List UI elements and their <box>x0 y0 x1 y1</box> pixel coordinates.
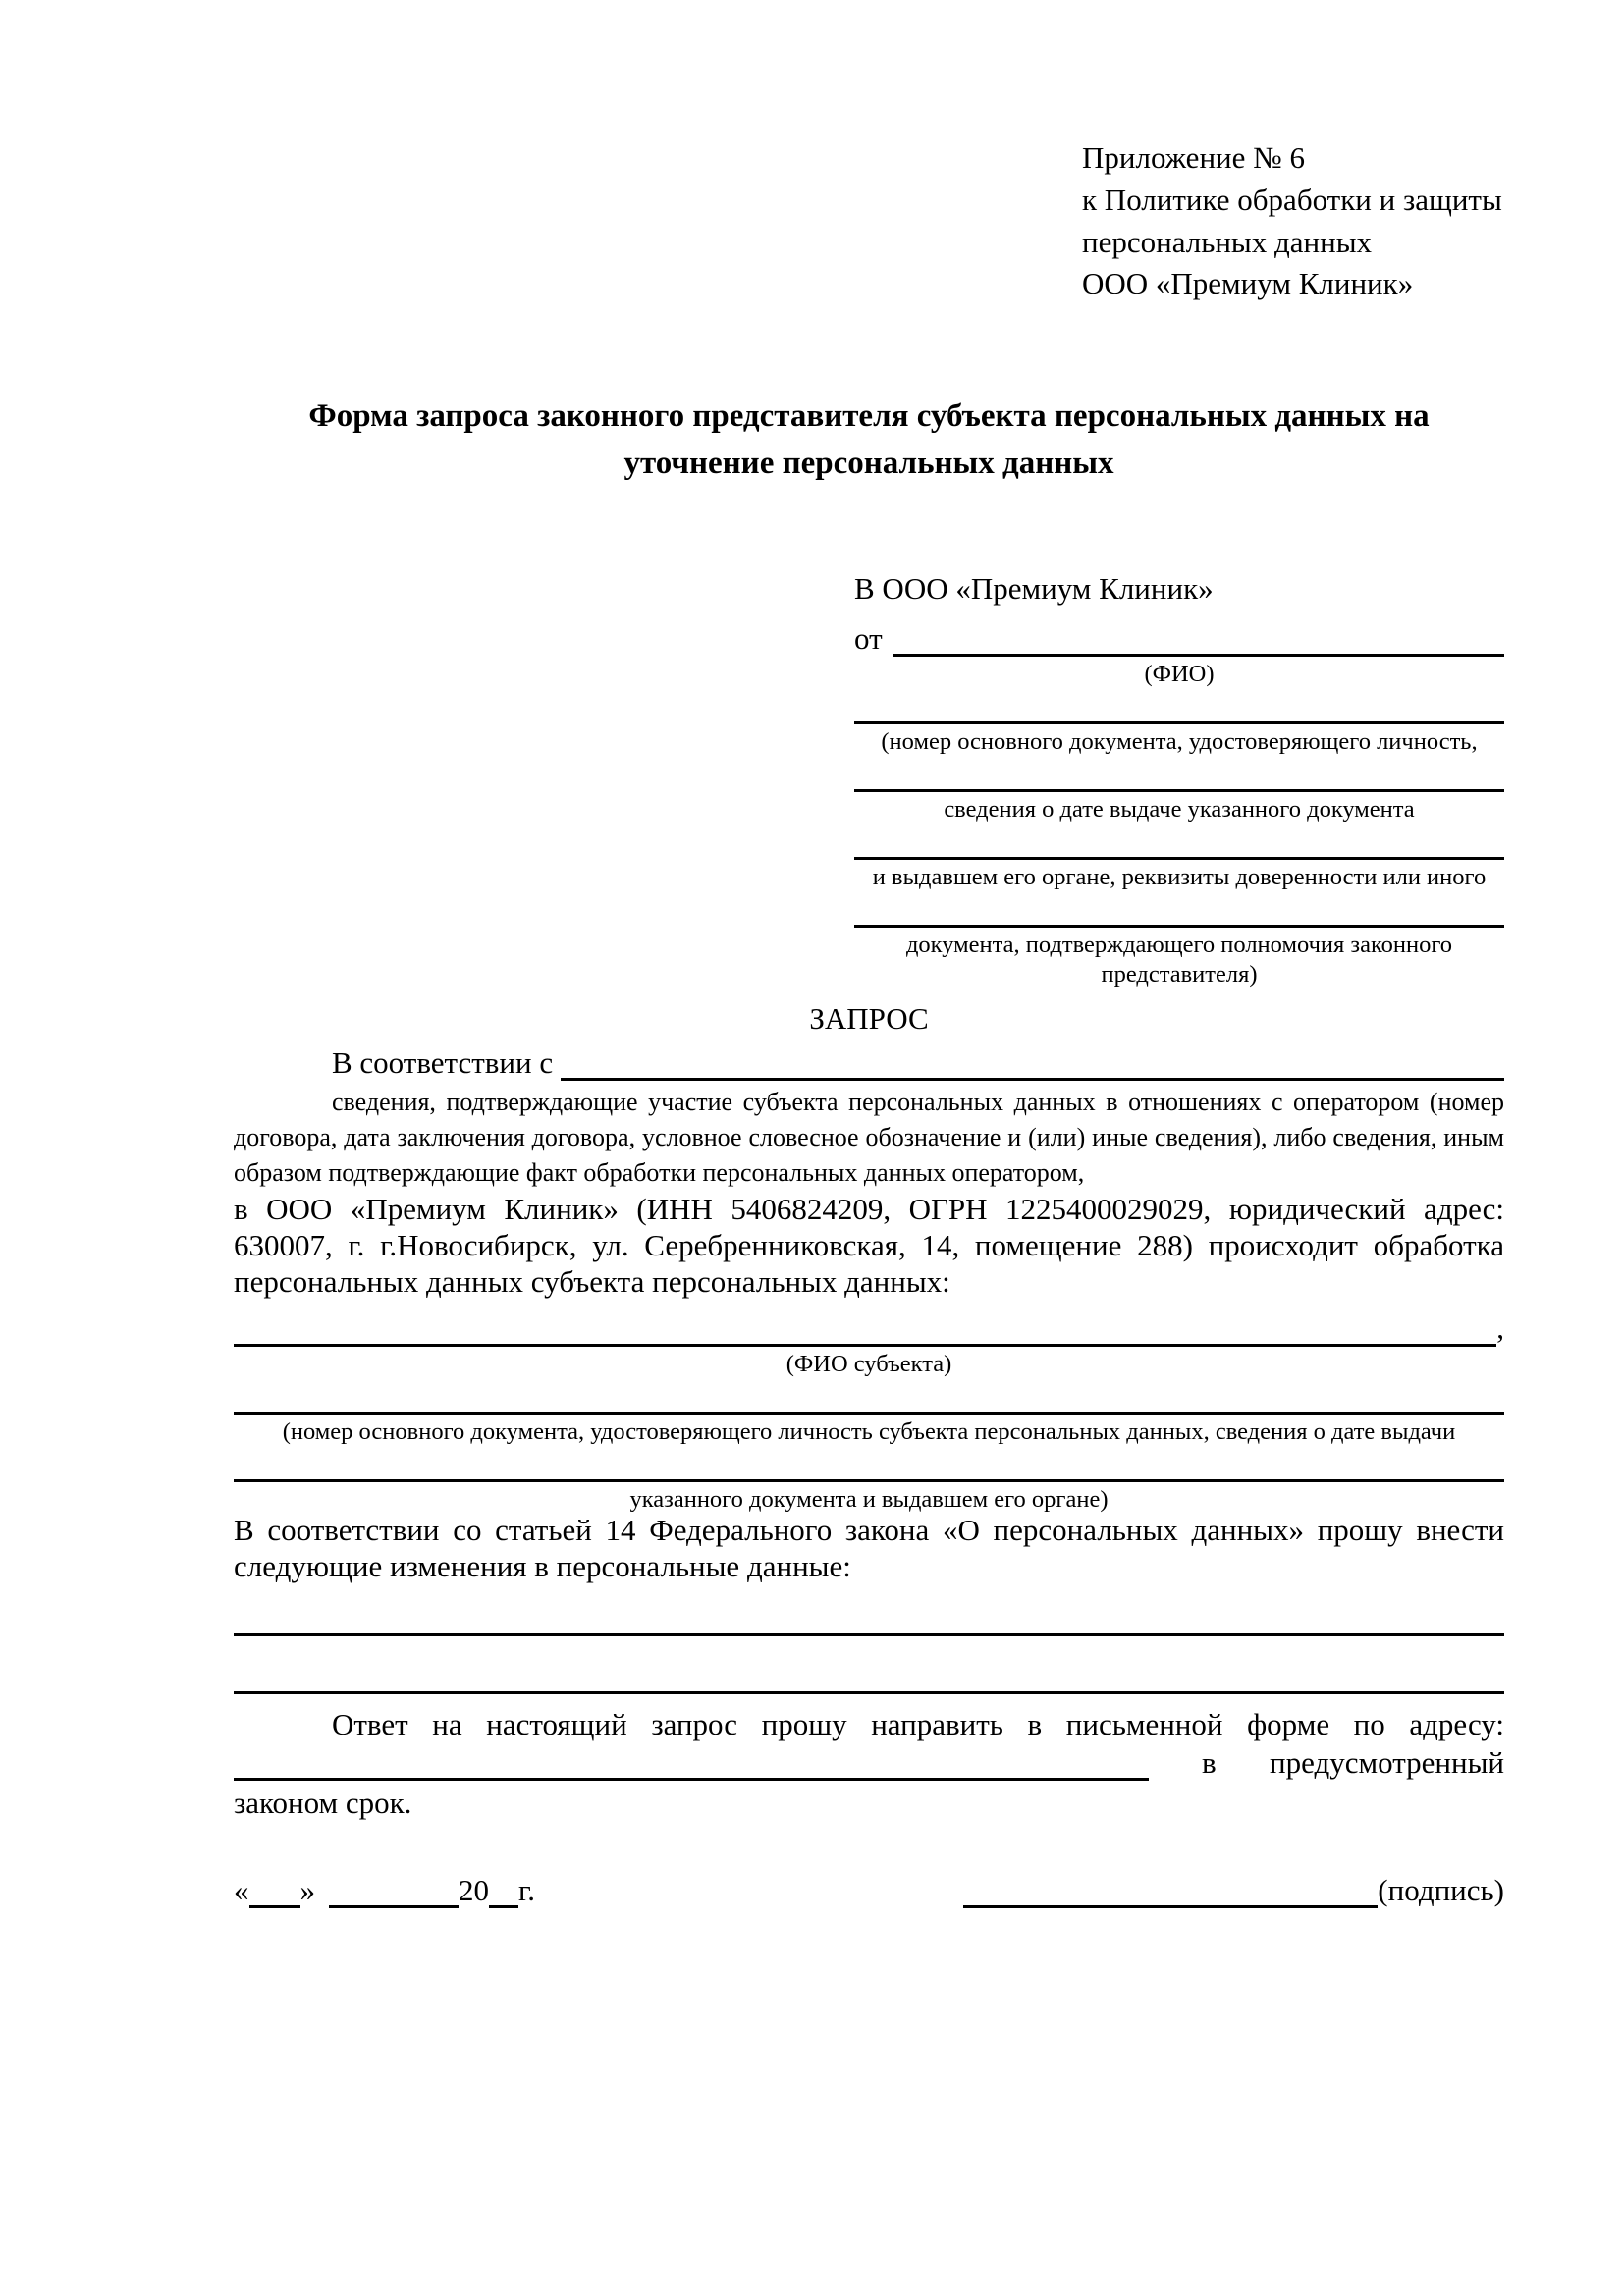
address-blank-line <box>234 1742 1149 1781</box>
appendix-line: персональных данных <box>1082 224 1373 259</box>
changes-blank-line <box>234 1656 1504 1694</box>
answer-closing: законом срок. <box>234 1786 412 1821</box>
request-heading: ЗАПРОС <box>809 1001 929 1037</box>
from-label: от <box>854 621 883 657</box>
signature-group <box>963 1872 1504 1908</box>
signature-blank-line <box>963 1905 1378 1908</box>
appendix-line: ООО «Премиум Клиник» <box>1082 266 1414 301</box>
year-prefix: 20 <box>459 1872 489 1907</box>
subject-fio-blank-line <box>234 1308 1496 1347</box>
answer-address-row <box>234 1742 1504 1781</box>
id-blank-line <box>854 754 1504 792</box>
subject-fio-row <box>234 1308 1504 1347</box>
id-caption: документа, подтверждающего полномочия законного представителя) <box>905 932 1453 988</box>
year-suffix: г. <box>518 1872 535 1907</box>
answer-lead: Ответ на настоящий запрос прошу направить в письменной форме по адресу: <box>332 1707 1504 1741</box>
day-blank-line <box>249 1905 300 1908</box>
fio-caption: (ФИО) <box>1144 661 1215 688</box>
date-signature-row <box>234 1872 1504 1908</box>
signature-caption: (подпись) <box>1378 1872 1504 1907</box>
addressee-block <box>854 566 1504 988</box>
subject-doc-blank-line <box>234 1376 1504 1415</box>
open-quote: « <box>234 1872 249 1907</box>
year-blank-line <box>489 1905 518 1908</box>
from-row <box>854 612 1504 657</box>
id-blank-line <box>854 889 1504 928</box>
id-caption: и выдавшем его органе, реквизиты доверенности или иного <box>872 864 1487 891</box>
id-blank-line <box>854 822 1504 860</box>
answer-word: в <box>1202 1745 1217 1780</box>
appendix-line: к Политике обработки и защиты <box>1082 182 1502 217</box>
subject-fio-caption: (ФИО субъекта) <box>785 1350 952 1377</box>
id-caption: сведения о дате выдаче указанного документа <box>944 796 1415 824</box>
opening-row <box>234 1042 1504 1081</box>
date-group <box>234 1872 535 1908</box>
subject-line-comma: , <box>1496 1310 1504 1346</box>
answer-word: предусмотренный <box>1270 1745 1504 1780</box>
document-title: Форма запроса законного представителя субъекта персональных данных на уточнение персональных данных <box>308 399 1430 481</box>
basis-blank-line <box>561 1042 1504 1081</box>
fio-blank-line <box>893 618 1504 657</box>
appendix-block <box>1082 137 1504 305</box>
appendix-line: Приложение № 6 <box>1082 140 1305 175</box>
basis-caption: сведения, подтверждающие участие субъекта персональных данных в отношениях с оператором (номер договора, дата заключения договора, условное словесное обозначение и (или) иные сведения), либо сведения, иным образом подтверждающие факт обработки персональных данных оператором, <box>234 1088 1504 1188</box>
opening-label: В соответствии с <box>332 1045 554 1081</box>
subject-doc-caption: указанного документа и выдавшем его органе) <box>629 1485 1109 1513</box>
close-quote: » <box>299 1872 315 1907</box>
id-blank-line <box>854 686 1504 724</box>
month-blank-line <box>329 1905 459 1908</box>
id-caption: (номер основного документа, удостоверяющего личность, <box>881 728 1478 756</box>
subject-doc-caption: (номер основного документа, удостоверяющего личность субъекта персональных данных, сведения о дате выдачи <box>282 1417 1456 1445</box>
operator-paragraph: в ООО «Премиум Клиник» (ИНН 5406824209, ОГРН 1225400029029, юридический адрес: 630007, г. г.Новосибирск, ул. Серебренниковская, 14, помещение 288) происходит обработка персональных данных субъекта персональных данных: <box>234 1192 1504 1300</box>
changes-blank-line <box>234 1598 1504 1636</box>
amendment-paragraph: В соответствии со статьей 14 Федерального закона «О персональных данных» прошу внести следующие изменения в персональные данные: <box>234 1512 1504 1583</box>
subject-doc-blank-line <box>234 1444 1504 1482</box>
addressee-organization: В ООО «Премиум Клиник» <box>854 570 1214 606</box>
